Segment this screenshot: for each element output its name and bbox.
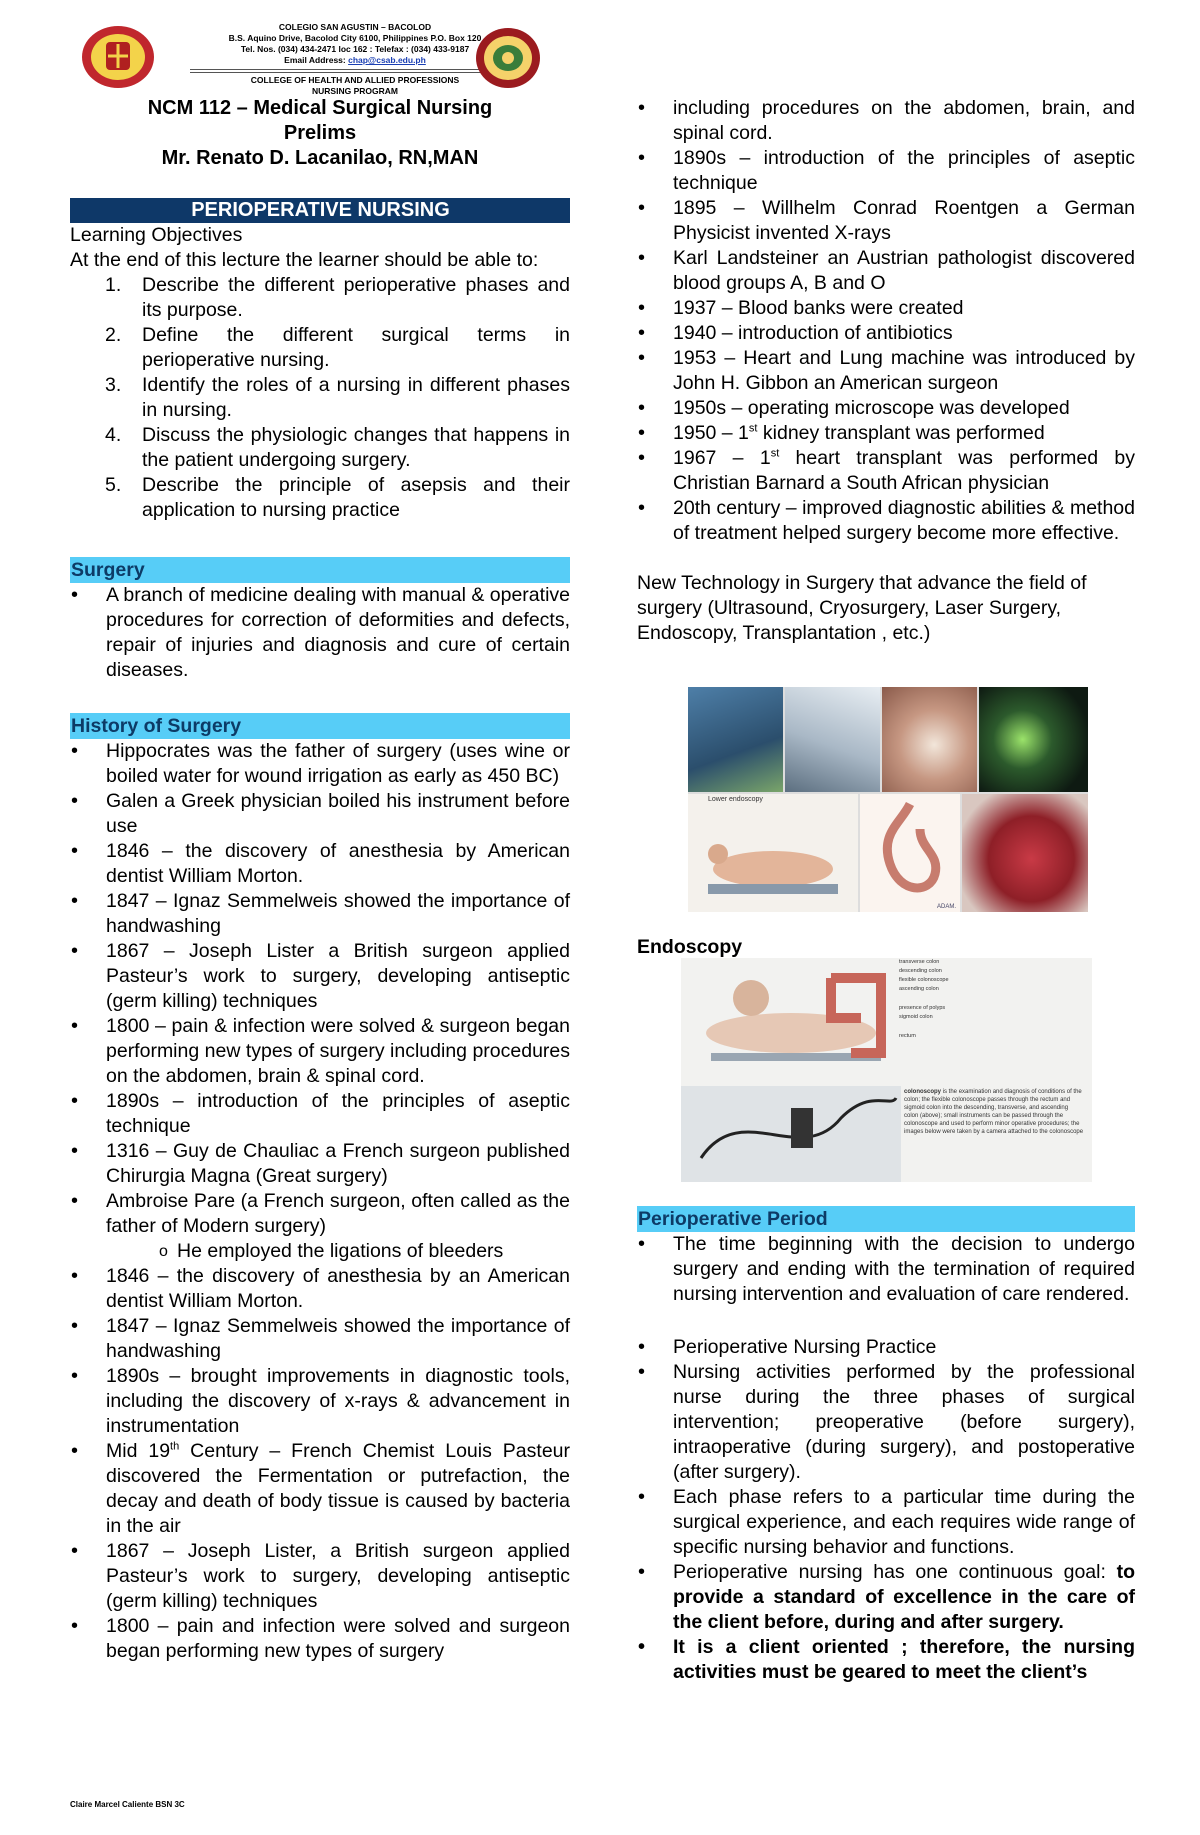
list-item: • 1937 – Blood banks were created [673, 296, 1135, 321]
surgery-list [70, 583, 570, 683]
list-item: • 1867 – Joseph Lister, a British surgeon applied Pasteur’s work to surgery, developing antiseptic (germ killing) techniques [106, 1539, 570, 1614]
collage-caption: Lower endoscopy [708, 796, 763, 803]
letterhead [70, 18, 540, 96]
list-item: • Hippocrates was the father of surgery (uses wine or boiled water for wound irrigation as early as 450 BC) [106, 739, 570, 789]
list-item: • A branch of medicine dealing with manual & operative procedures for correction of deformities and defects, repair of injuries and diagnosis and cure of certain diseases. [106, 583, 570, 683]
college-name: COLLEGE OF HEALTH AND ALLIED PROFESSIONS [250, 75, 460, 85]
list-item: • It is a client oriented ; therefore, the nursing activities must be geared to meet the client’s [673, 1635, 1135, 1685]
list-item: • 1846 – the discovery of anesthesia by an American dentist William Morton. [106, 1264, 570, 1314]
pare-sublist [70, 1239, 570, 1264]
course-instructor: Mr. Renato D. Lacanilao, RN,MAN [161, 147, 479, 169]
colonoscopy-caption: colonoscopy is the examination and diagnosis of conditions of the colon; the flexible colonoscope passes through the rectum and sigmoid colon into the descending, transverse, and ascending colon (above); small instruments can be passed through the colonoscope and used to perform minor operative procedures; the images below were taken by a camera attached to the colonoscope [904, 1089, 1084, 1135]
list-item: • Mid 19th Century – French Chemist Louis Pasteur discovered the Fermentation or putrefaction, the decay and death of body tissue is caused by bacteria in the air [106, 1439, 570, 1539]
perioperative-section [637, 1206, 1135, 1685]
list-item: 2. Define the different surgical terms in perioperative nursing. [105, 324, 570, 371]
course-term: Prelims [283, 122, 357, 144]
stomach-illustration-icon [860, 794, 960, 912]
list-item: 3. Identify the roles of a nursing in different phases in nursing. [105, 374, 570, 421]
left-column [70, 96, 570, 1664]
right-column [637, 96, 1135, 646]
list-item: • Nursing activities performed by the professional nurse during the three phases of surgical intervention; preoperative (before surgery), intraoperative (during surgery), and postoperative (after surgery). [673, 1360, 1135, 1485]
list-item: • 1847 – Ignaz Semmelweis showed the importance of handwashing [106, 889, 570, 939]
school-address: B.S. Aquino Drive, Bacolod City 6100, Philippines P.O. Box 120 [228, 33, 482, 43]
objectives-intro: At the end of this lecture the learner should be able to: [70, 249, 539, 271]
list-item: o He employed the ligations of bleeders [177, 1239, 570, 1264]
list-item: • Ambroise Pare (a French surgeon, often called as the father of Modern surgery) [106, 1189, 570, 1239]
section-heading-perioperative-period: Perioperative Period [637, 1206, 1135, 1232]
list-item: • 1895 – Willhelm Conrad Roentgen a German Physicist invented X-rays [673, 196, 1135, 246]
list-item: 5. Describe the principle of asepsis and their application to nursing practice [105, 474, 570, 521]
transplant-photo [962, 794, 1088, 912]
list-item: • 1950 – 1st kidney transplant was performed [673, 421, 1135, 446]
list-item: • Galen a Greek physician boiled his instrument before use [106, 789, 570, 839]
endoscopy-heading: Endoscopy [637, 936, 743, 958]
ultrasound-machine-photo [785, 687, 880, 792]
email-label: Email Address: [284, 55, 349, 65]
endoscopy-diagram [688, 794, 858, 912]
list-item: 4. Discuss the physiologic changes that happens in the patient undergoing surgery. [105, 424, 570, 471]
list-item: • 1890s – introduction of the principles of aseptic technique [673, 146, 1135, 196]
section-heading-perioperative-nursing: PERIOPERATIVE NURSING [70, 198, 570, 223]
list-item: • 1800 – pain and infection were solved and surgeon began performing new types of surgery [106, 1614, 570, 1664]
surgery-technology-collage [688, 687, 1088, 912]
list-item: • Each phase refers to a particular time during the surgical experience, and each requires wide range of specific nursing behavior and functions. [673, 1485, 1135, 1560]
history-list [70, 739, 570, 1239]
list-item: • 20th century – improved diagnostic abilities & method of treatment helped surgery become more effective. [673, 496, 1135, 546]
footer-name: Claire Marcel Caliente BSN 3C [70, 1800, 185, 1809]
list-item: • 1953 – Heart and Lung machine was introduced by John H. Gibbon an American surgeon [673, 346, 1135, 396]
section-heading-history: History of Surgery [70, 713, 570, 739]
digestive-tract-diagram [860, 794, 960, 912]
list-item: • 1890s – brought improvements in diagnostic tools, including the discovery of x-rays & advancement in instrumentation [106, 1364, 570, 1439]
cryosurgery-photo [882, 687, 977, 792]
college-seal-icon [474, 26, 542, 90]
patient-illustration-icon [688, 794, 858, 912]
new-technology-paragraph: New Technology in Surgery that advance the field of surgery (Ultrasound, Cryosurgery, Laser Surgery, Endoscopy, Transplantation , etc.) [637, 572, 1087, 644]
list-item: • 1800 – pain & infection were solved & surgeon began performing new types of surgery including procedures on the abdomen, brain & spinal cord. [106, 1014, 570, 1089]
objectives-list [70, 273, 570, 523]
program-name: NURSING PROGRAM [312, 86, 398, 96]
list-item: • Perioperative nursing has one continuous goal: to provide a standard of excellence in the care of the client before, during and after surgery. [673, 1560, 1135, 1635]
section-heading-surgery: Surgery [70, 557, 570, 583]
list-item: • 1950s – operating microscope was developed [673, 396, 1135, 421]
list-item: • Perioperative Nursing Practice [673, 1335, 1135, 1360]
objectives-heading: Learning Objectives [70, 224, 243, 246]
laser-surgery-photo [979, 687, 1088, 792]
list-item: 1. Describe the different perioperative phases and its purpose. [105, 274, 570, 321]
course-title: NCM 112 – Medical Surgical Nursing [147, 97, 493, 119]
email-link[interactable]: chap@csab.edu.ph [348, 55, 426, 65]
school-name: COLEGIO SAN AGUSTIN – BACOLOD [278, 22, 432, 32]
school-phones: Tel. Nos. (034) 434-2471 loc 162 : Telefax : (034) 433-9187 [240, 44, 470, 54]
school-seal-icon [80, 24, 156, 90]
history-list-right [637, 96, 1135, 546]
list-item: • Karl Landsteiner an Austrian pathologist discovered blood groups A, B and O [673, 246, 1135, 296]
colonoscopy-figure [681, 958, 1092, 1182]
list-item: • 1846 – the discovery of anesthesia by American dentist William Morton. [106, 839, 570, 889]
list-item: • 1940 – introduction of antibiotics [673, 321, 1135, 346]
history-list-cont [70, 1264, 570, 1664]
anatomy-labels: transverse colon descending colon flexible colonoscope ascending colon presence of polyps sigmoid colon rectum [899, 959, 949, 1039]
ultrasound-photo [688, 687, 783, 792]
list-item: • 1847 – Ignaz Semmelweis showed the importance of handwashing [106, 1314, 570, 1364]
perioperative-list [637, 1232, 1135, 1307]
list-item: • 1890s – introduction of the principles of aseptic technique [106, 1089, 570, 1139]
perioperative-list-2 [637, 1335, 1135, 1685]
list-item: • 1316 – Guy de Chauliac a French surgeon published Chirurgia Magna (Great surgery) [106, 1139, 570, 1189]
list-item: • 1867 – Joseph Lister a British surgeon applied Pasteur’s work to surgery, developing antiseptic (germ killing) techniques [106, 939, 570, 1014]
list-item: • The time beginning with the decision to undergo surgery and ending with the termination of required nursing intervention and evaluation of care rendered. [673, 1232, 1135, 1307]
list-item: • 1967 – 1st heart transplant was performed by Christian Barnard a South African physician [673, 446, 1135, 496]
header-divider [190, 69, 520, 73]
adam-mark: ADAM. [936, 904, 956, 910]
list-item-continued: • including procedures on the abdomen, brain, and spinal cord. [673, 96, 1135, 146]
